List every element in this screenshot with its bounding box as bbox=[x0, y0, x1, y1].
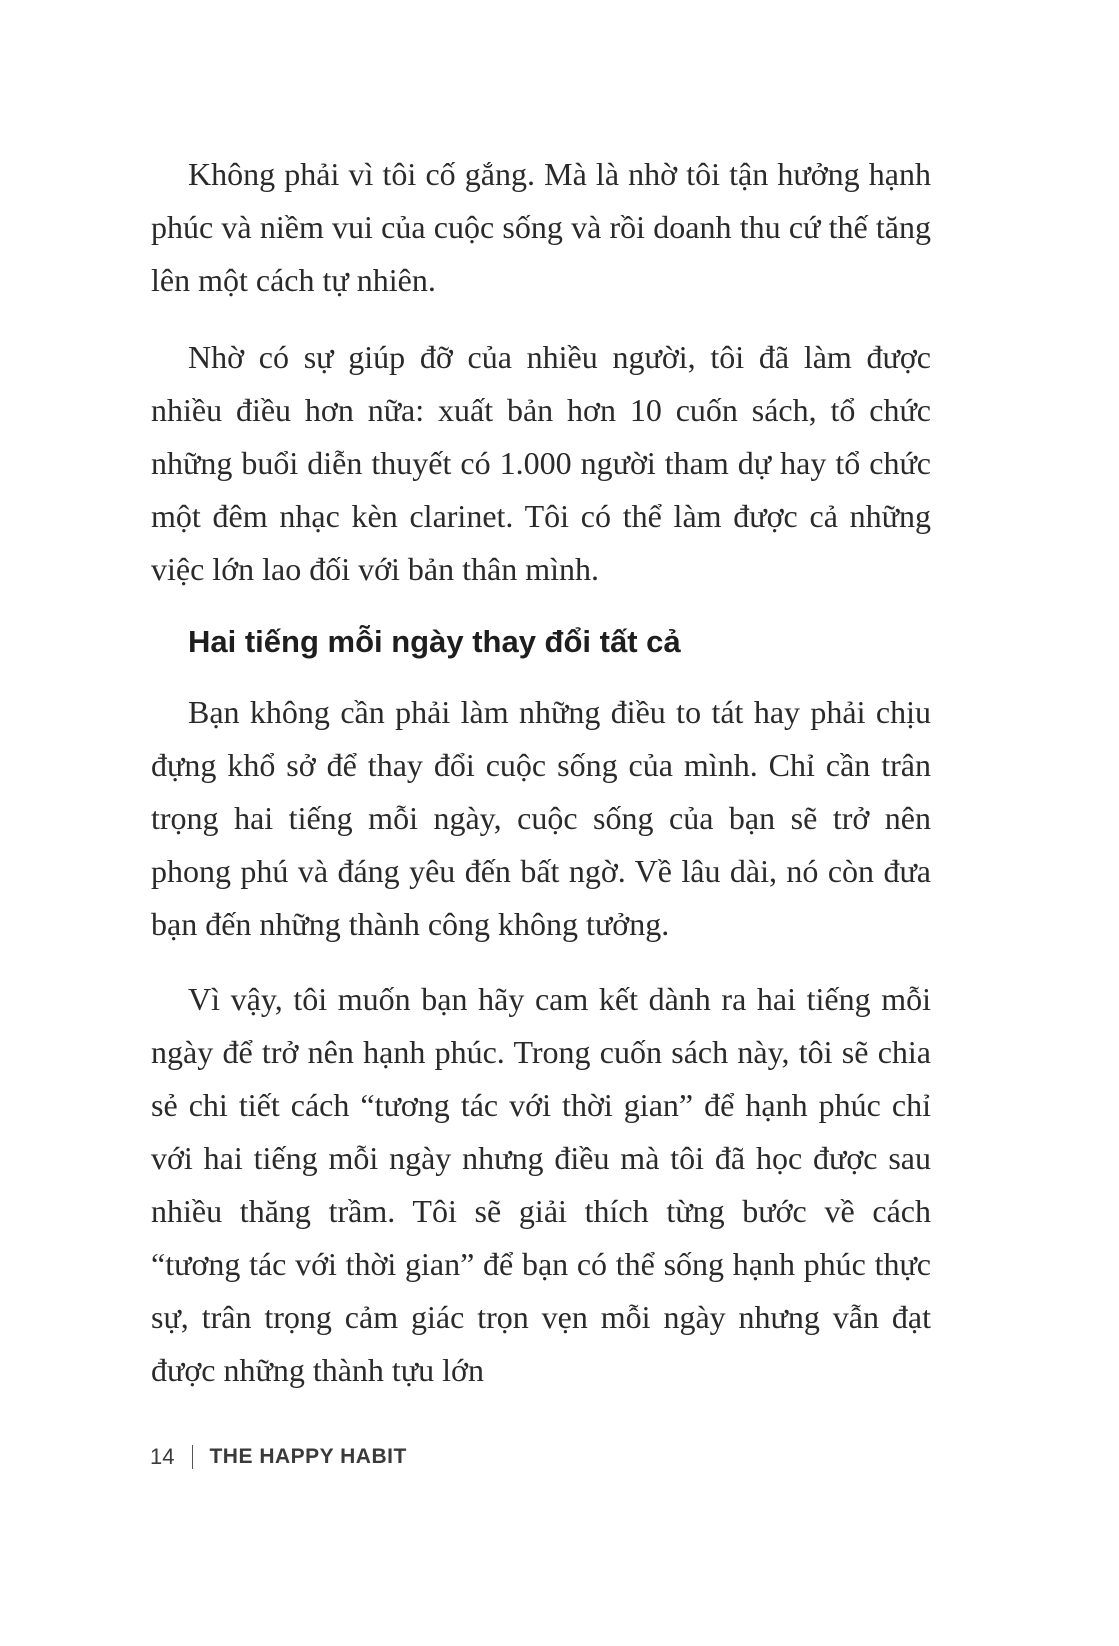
body-paragraph-3: Bạn không cần phải làm những điều to tát hay phải chịu đựng khổ sở để thay đổi cuộc sống của mình. Chỉ cần trân trọng hai tiếng mỗi ngày, cuộc sống của bạn sẽ trở nên phong phú và đáng yêu đến bất ngờ. Về lâu dài, nó còn đưa bạn đến những thành công không tưởng. bbox=[151, 694, 931, 942]
section-heading: Hai tiếng mỗi ngày thay đổi tất cả bbox=[188, 624, 681, 659]
running-title: THE HAPPY HABIT bbox=[209, 1445, 407, 1468]
page-footer bbox=[150, 1442, 407, 1472]
page-body bbox=[151, 148, 931, 1397]
body-paragraph-1: Không phải vì tôi cố gắng. Mà là nhờ tôi tận hưởng hạnh phúc và niềm vui của cuộc sống và rồi doanh thu cứ thế tăng lên một cách tự nhiên. bbox=[151, 156, 931, 298]
body-paragraph-4: Vì vậy, tôi muốn bạn hãy cam kết dành ra hai tiếng mỗi ngày để trở nên hạnh phúc. Trong cuốn sách này, tôi sẽ chia sẻ chi tiết cách “tương tác với thời gian” để hạnh phúc chỉ với hai tiếng mỗi ngày nhưng điều mà tôi đã học được sau nhiều thăng trầm. Tôi sẽ giải thích từng bước về cách “tương tác với thời gian” để bạn có thể sống hạnh phúc thực sự, trân trọng cảm giác trọn vẹn mỗi ngày nhưng vẫn đạt được những thành tựu lớn bbox=[151, 981, 931, 1388]
page-number: 14 bbox=[150, 1444, 175, 1469]
body-paragraph-2: Nhờ có sự giúp đỡ của nhiều người, tôi đã làm được nhiều điều hơn nữa: xuất bản hơn 10 cuốn sách, tổ chức những buổi diễn thuyết có 1.000 người tham dự hay tổ chức một đêm nhạc kèn clarinet. Tôi có thể làm được cả những việc lớn lao đối với bản thân mình. bbox=[151, 339, 931, 587]
footer-divider bbox=[192, 1445, 193, 1469]
